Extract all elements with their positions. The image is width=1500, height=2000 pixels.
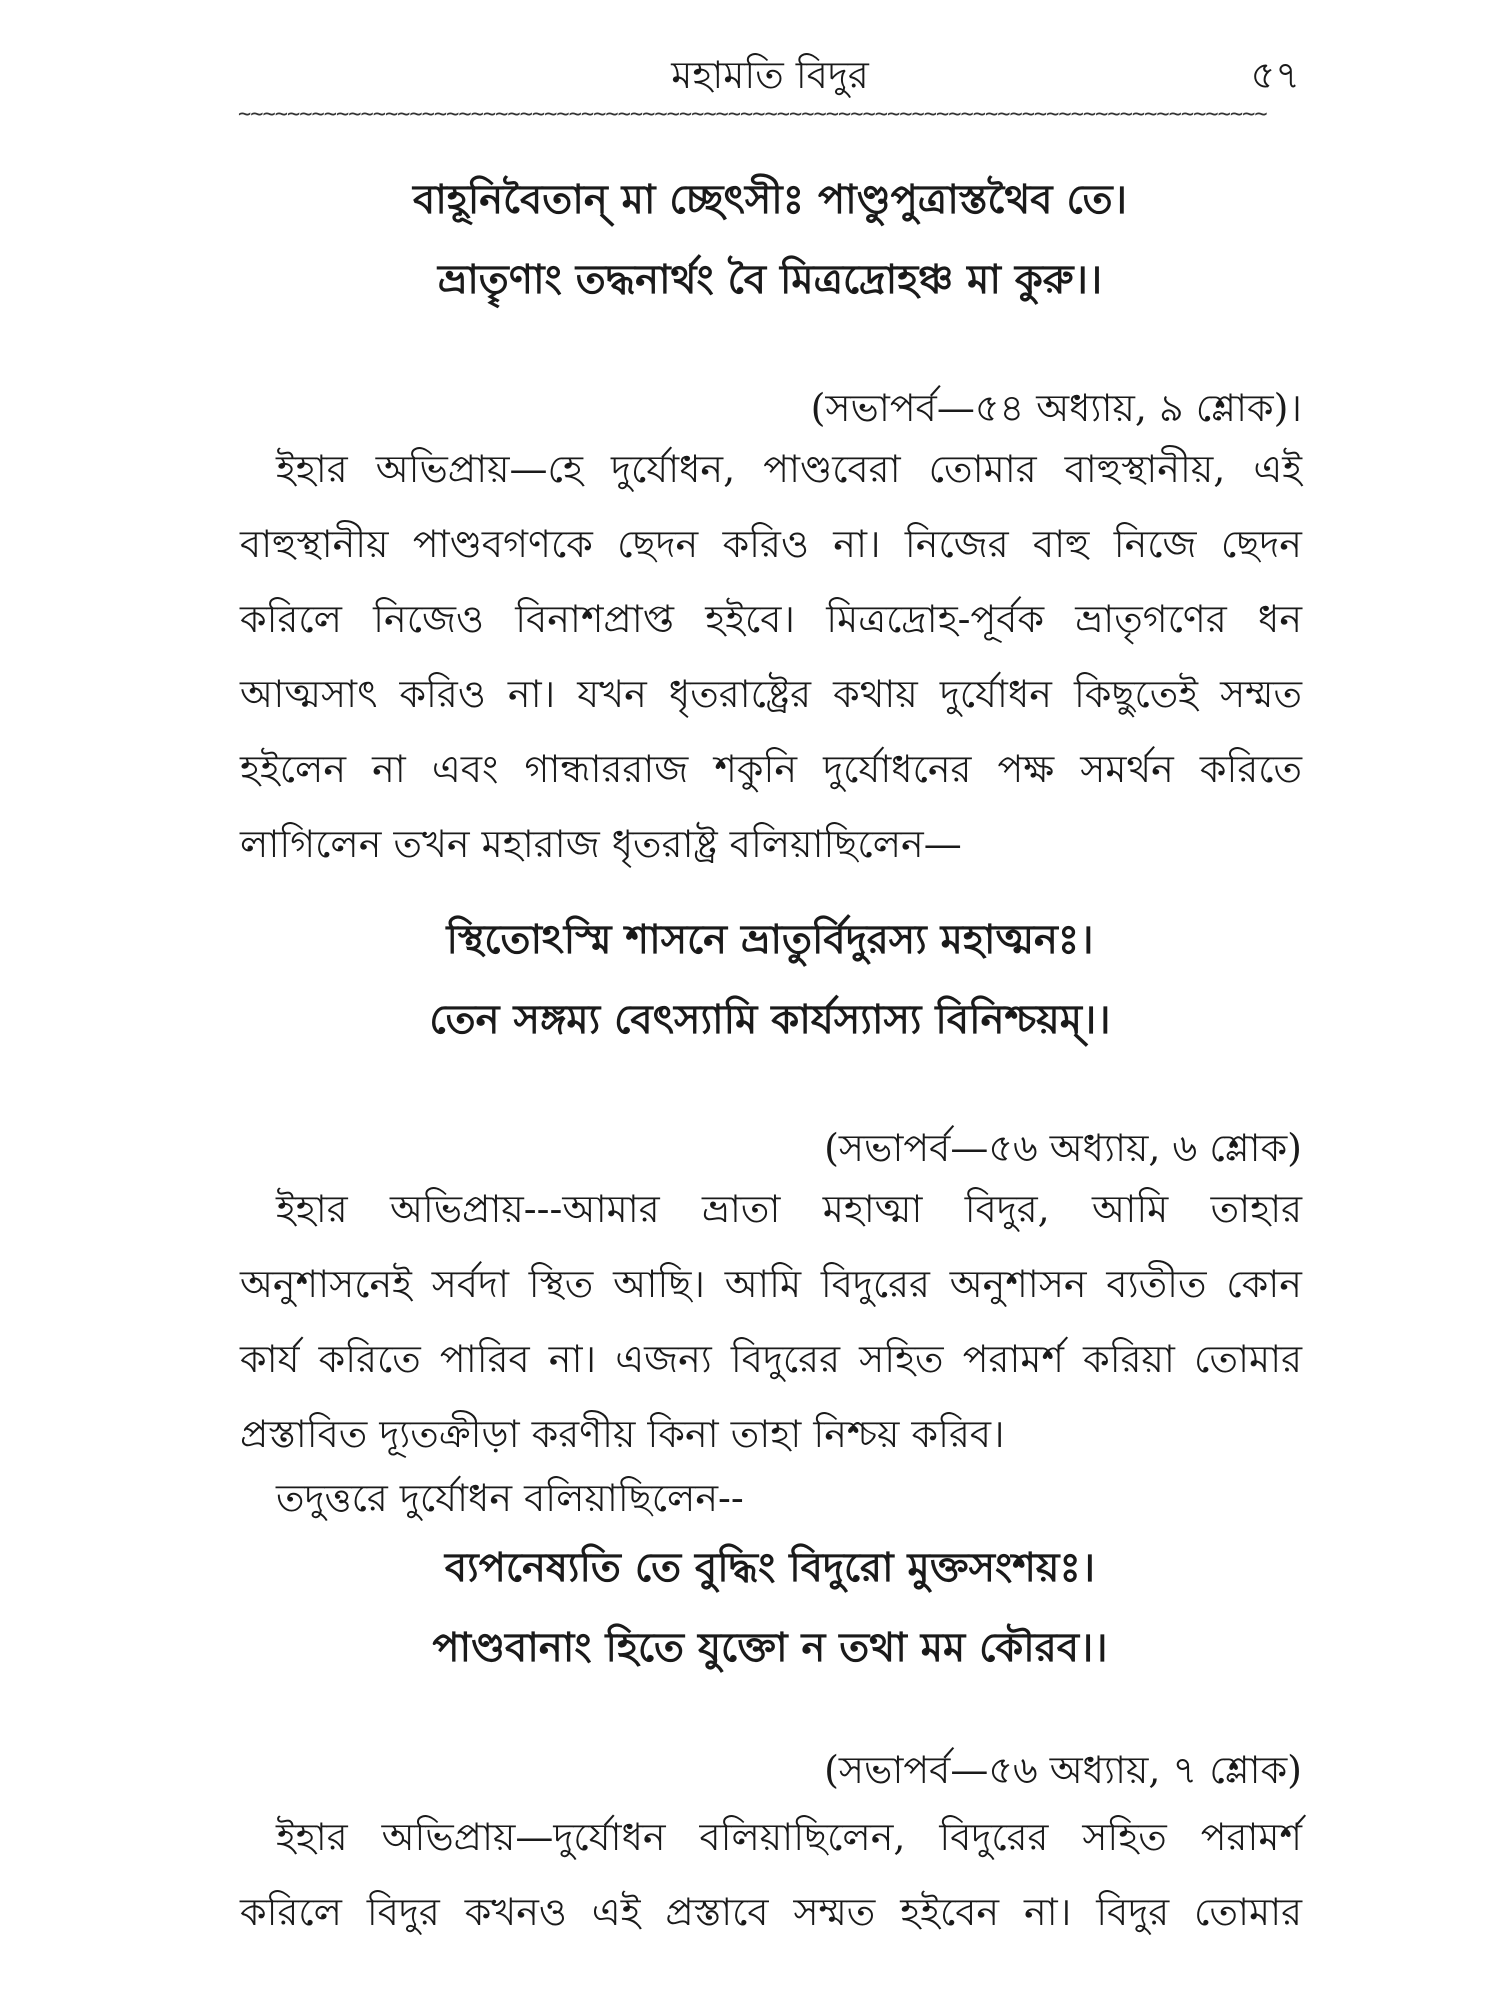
page-number: ৫৭ [1250,53,1300,97]
verse-1-reference: (সভাপর্ব—৫৪ অধ্যায়, ৯ শ্লোক)। [810,386,1302,430]
verse-1 [240,160,1300,320]
paragraph-3 [240,1800,1302,1950]
paragraph-line: আত্মসাৎ করিও না। যখন ধৃতরাষ্ট্রের কথায় দুর্যোধন কিছুতেই সম্মত [240,672,1302,716]
paragraph-2 [240,1172,1302,1472]
verse-2-line-1: স্থিতোঽস্মি শাসনে ভ্রাতুর্বিদুরস্য মহাত্মনঃ। [446,917,1094,963]
verse-3-line-2: পাণ্ডবানাং হিতে যুক্তো ন তথা মম কৌরব।। [432,1625,1108,1671]
paragraph-line: করিলে নিজেও বিনাশপ্রাপ্ত হইবে। মিত্রদ্রোহ-পূর্বক ভ্রাতৃগণের ধন [240,597,1302,641]
running-header [240,40,1300,110]
paragraph-line: কার্য করিতে পারিব না। এজন্য বিদুরের সহিত পরামর্শ করিয়া তোমার [240,1337,1302,1381]
paragraph-3-intro: তদুত্তরে দুর্যোধন বলিয়াছিলেন-- [276,1476,744,1520]
verse-3-reference: (সভাপর্ব—৫৬ অধ্যায়, ৭ শ্লোক) [824,1748,1302,1792]
paragraph-line: প্রস্তাবিত দ্যূতক্রীড়া করণীয় কিনা তাহা নিশ্চয় করিব। [240,1412,1005,1456]
header-rule: ~~~~~~~~~~~~~~~~~~~~~~~~~~~~~~~~~~~~~~~~~~~~~~~~~~~~~~~~~~~~~~~~~~~~~~~~~~~~~~~~~~~~ [238,108,1267,122]
paragraph-line: হইলেন না এবং গান্ধাররাজ শকুনি দুর্যোধনের পক্ষ সমর্থন করিতে [240,747,1302,791]
paragraph-1 [240,432,1302,882]
header-title: মহামতি বিদুর [671,53,869,97]
verse-3 [240,1528,1300,1688]
paragraph-line: ইহার অভিপ্রায়---আমার ভ্রাতা মহাত্মা বিদুর, আমি তাহার [276,1187,1302,1231]
paragraph-line: বাহুস্থানীয় পাণ্ডবগণকে ছেদন করিও না। নিজের বাহু নিজে ছেদন [240,522,1302,566]
paragraph-line: লাগিলেন তখন মহারাজ ধৃতরাষ্ট্র বলিয়াছিলেন— [240,822,962,866]
paragraph-line: করিলে বিদুর কখনও এই প্রস্তাবে সম্মত হইবেন না। বিদুর তোমার [240,1890,1302,1934]
verse-2-line-2: তেন সঙ্গম্য বেৎস্যামি কার্যস্যাস্য বিনিশ্চয়ম্।। [429,997,1111,1043]
verse-1-line-1: বাহূনিবৈতান্ মা চ্ছেৎসীঃ পাণ্ডুপুত্রাস্তথৈব তে। [412,177,1127,223]
paragraph-line: ইহার অভিপ্রায়—হে দুর্যোধন, পাণ্ডবেরা তোমার বাহুস্থানীয়, এই [276,447,1302,491]
verse-2 [240,900,1300,1060]
verse-3-line-1: ব্যপনেষ্যতি তে বুদ্ধিং বিদুরো মুক্তসংশয়ঃ। [444,1545,1096,1591]
verse-1-line-2: ভ্রাতৄণাং তদ্ধনার্থং বৈ মিত্রদ্রোহঞ্চ মা কুরু।। [437,257,1103,303]
paragraph-line: ইহার অভিপ্রায়—দুর্যোধন বলিয়াছিলেন, বিদুরের সহিত পরামর্শ [276,1815,1302,1859]
verse-2-reference: (সভাপর্ব—৫৬ অধ্যায়, ৬ শ্লোক) [824,1126,1302,1170]
paragraph-line: অনুশাসনেই সর্বদা স্থিত আছি। আমি বিদুরের অনুশাসন ব্যতীত কোন [240,1262,1302,1306]
